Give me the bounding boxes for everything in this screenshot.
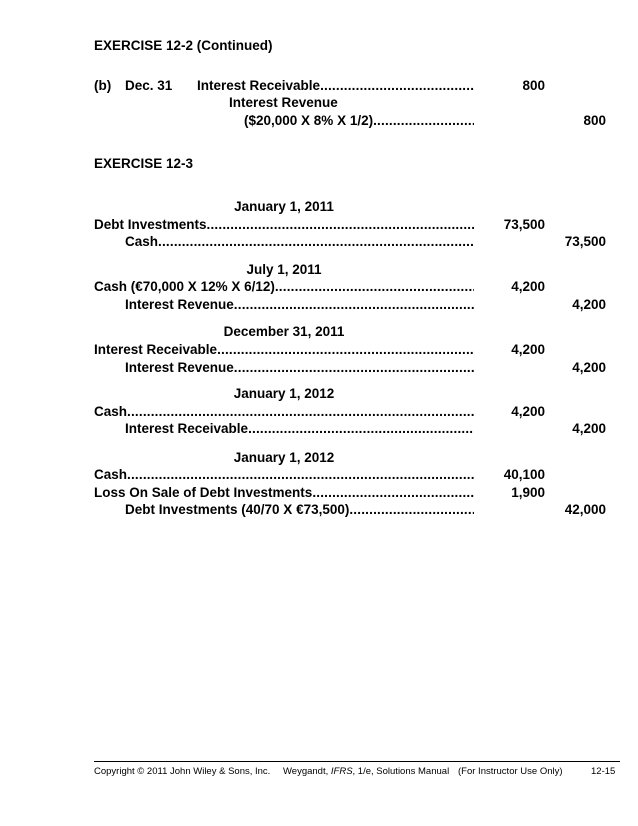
credit-account: Interest Revenue (229, 95, 338, 110)
footer-use-note: (For Instructor Use Only) (458, 766, 563, 777)
entry-date: December 31, 2011 (223, 324, 345, 339)
credit-amount: 73,500 (564, 234, 606, 249)
credit-account: Cash ..... (125, 234, 474, 250)
credit-amount: 4,200 (572, 421, 606, 436)
debit-account: Cash ..... (94, 467, 474, 483)
part-label: (b) (94, 78, 112, 93)
credit-amount: 4,200 (572, 297, 606, 312)
debit-amount: 4,200 (511, 279, 545, 294)
entry-date: July 1, 2011 (246, 262, 322, 277)
debit-amount: 73,500 (503, 217, 545, 232)
debit-account: Debt Investments ..... (94, 217, 474, 233)
entry-date: January 1, 2011 (234, 199, 334, 214)
debit-amount: 4,200 (511, 404, 545, 419)
debit-account: Interest Receivable ..... (94, 342, 474, 358)
footer-copyright: Copyright © 2011 John Wiley & Sons, Inc. (94, 766, 271, 777)
debit-account: Cash (€70,000 X 12% X 6/12) ..... (94, 279, 474, 295)
entry-date: January 1, 2012 (233, 450, 335, 465)
debit-amount: 800 (522, 78, 545, 93)
credit-account: Interest Receivable ..... (125, 421, 474, 437)
credit-amount: 4,200 (572, 360, 606, 375)
credit-account: Interest Revenue ..... (125, 360, 474, 376)
entry-date: January 1, 2012 (233, 386, 335, 401)
debit-amount: 4,200 (511, 342, 545, 357)
debit-account: Interest Receivable ..... (197, 78, 474, 94)
debit-account: Cash ..... (94, 404, 474, 420)
debit-amount: 40,100 (503, 467, 545, 482)
footer-rule (94, 761, 620, 762)
exercise-12-3-heading: EXERCISE 12-3 (94, 156, 194, 171)
exercise-12-2-heading: EXERCISE 12-2 (Continued) (94, 38, 273, 53)
credit-amount: 42,000 (564, 502, 606, 517)
credit-account: Debt Investments (40/70 X €73,500) ..... (125, 502, 474, 518)
calculation: ($20,000 X 8% X 1/2) ..... (244, 113, 474, 129)
page-number: 12-15 (591, 766, 616, 777)
credit-account: Interest Revenue ..... (125, 297, 474, 313)
entry-date: Dec. 31 (125, 78, 173, 93)
debit-amount: 1,900 (511, 485, 545, 500)
footer-title: Weygandt, IFRS, 1/e, Solutions Manual (283, 766, 450, 777)
debit-account: Loss On Sale of Debt Investments ..... (94, 485, 474, 501)
credit-amount: 800 (583, 113, 606, 128)
